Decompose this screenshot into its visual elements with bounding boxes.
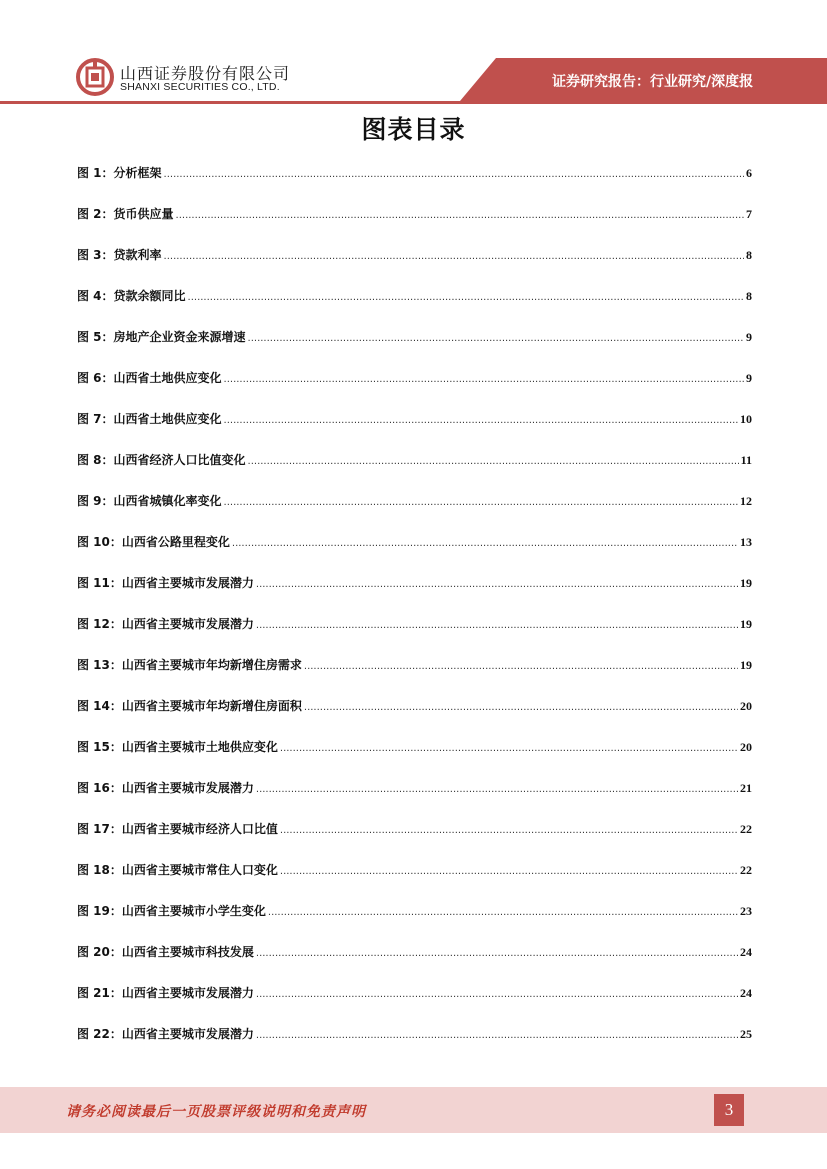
toc-entry-label[interactable]: 图 5：房地产企业资金来源增速 (77, 330, 246, 344)
toc-entry[interactable] (77, 286, 752, 327)
toc-dot-leader (224, 411, 738, 431)
disclaimer-text: 请务必阅读最后一页股票评级说明和免责声明 (66, 1104, 366, 1120)
toc-dot-leader (268, 903, 738, 923)
company-logo-icon (76, 58, 114, 96)
report-type: 证券研究报告：行业研究/深度报 (552, 74, 754, 90)
toc-entry-page[interactable]: 24 (740, 945, 752, 959)
toc-entry-page[interactable]: 19 (740, 617, 752, 631)
toc-dot-leader (248, 452, 739, 472)
toc-dot-leader (256, 575, 738, 595)
toc-dot-leader (280, 862, 738, 882)
toc-entry-label[interactable]: 图 6：山西省土地供应变化 (77, 371, 222, 385)
toc-entry-page[interactable]: 25 (740, 1027, 752, 1041)
toc-entry-label[interactable]: 图 21：山西省主要城市发展潜力 (77, 986, 254, 1000)
toc-entry[interactable] (77, 696, 752, 737)
toc-entry[interactable] (77, 983, 752, 1024)
page-number: 3 (714, 1094, 744, 1126)
toc-entry-page[interactable]: 13 (740, 535, 752, 549)
toc-entry-label[interactable]: 图 10：山西省公路里程变化 (77, 535, 230, 549)
toc-dot-leader (256, 1026, 738, 1046)
toc-entry-label[interactable]: 图 9：山西省城镇化率变化 (77, 494, 222, 508)
toc-entry-page[interactable]: 8 (746, 289, 752, 303)
page-header (0, 0, 827, 112)
toc-entry-label[interactable]: 图 2：货币供应量 (77, 207, 174, 221)
toc-entry-page[interactable]: 22 (740, 822, 752, 836)
toc-entry[interactable] (77, 737, 752, 778)
toc-entry[interactable] (77, 245, 752, 286)
toc-dot-leader (176, 206, 744, 226)
toc-entry-label[interactable]: 图 14：山西省主要城市年均新增住房面积 (77, 699, 302, 713)
header-divider (0, 101, 827, 104)
toc-entry-label[interactable]: 图 18：山西省主要城市常住人口变化 (77, 863, 278, 877)
toc-entry-label[interactable]: 图 4：贷款余额同比 (77, 289, 186, 303)
company-name-en: SHANXI SECURITIES CO., LTD. (120, 81, 280, 93)
toc-entry[interactable] (77, 901, 752, 942)
toc-entry-page[interactable]: 6 (746, 166, 752, 180)
toc-entry[interactable] (77, 327, 752, 368)
toc-entry-label[interactable]: 图 16：山西省主要城市发展潜力 (77, 781, 254, 795)
toc-entry-page[interactable]: 9 (746, 371, 752, 385)
company-name-cn: 山西证券股份有限公司 (120, 64, 291, 83)
toc-dot-leader (248, 329, 744, 349)
toc-entry-page[interactable]: 20 (740, 740, 752, 754)
toc-entry-label[interactable]: 图 17：山西省主要城市经济人口比值 (77, 822, 278, 836)
toc-entry-page[interactable]: 9 (746, 330, 752, 344)
toc-entry[interactable] (77, 778, 752, 819)
toc-entry-label[interactable]: 图 7：山西省土地供应变化 (77, 412, 222, 426)
toc-dot-leader (256, 616, 738, 636)
toc-entry[interactable] (77, 860, 752, 901)
toc-entry-page[interactable]: 23 (740, 904, 752, 918)
toc-dot-leader (280, 821, 738, 841)
toc-entry-page[interactable]: 10 (740, 412, 752, 426)
toc-entry-page[interactable]: 24 (740, 986, 752, 1000)
toc-entry-page[interactable]: 20 (740, 699, 752, 713)
toc-entry-label[interactable]: 图 15：山西省主要城市土地供应变化 (77, 740, 278, 754)
toc-entry-label[interactable]: 图 8：山西省经济人口比值变化 (77, 453, 246, 467)
toc-entry[interactable] (77, 819, 752, 860)
toc-entry[interactable] (77, 655, 752, 696)
toc-entry[interactable] (77, 450, 752, 491)
toc-entry-page[interactable]: 19 (740, 576, 752, 590)
toc-entry-page[interactable]: 7 (746, 207, 752, 221)
toc-dot-leader (280, 739, 738, 759)
toc-dot-leader (188, 288, 744, 308)
toc-entry-label[interactable]: 图 1：分析框架 (77, 166, 162, 180)
toc-entry-page[interactable]: 22 (740, 863, 752, 877)
toc-entry-page[interactable]: 11 (740, 453, 752, 467)
toc-entry-page[interactable]: 19 (740, 658, 752, 672)
toc-dot-leader (256, 985, 738, 1005)
toc-entry-label[interactable]: 图 13：山西省主要城市年均新增住房需求 (77, 658, 302, 672)
toc-entry-page[interactable]: 21 (740, 781, 752, 795)
toc-entry-label[interactable]: 图 11：山西省主要城市发展潜力 (77, 576, 254, 590)
toc-entry[interactable] (77, 368, 752, 409)
toc-entry-label[interactable]: 图 3：贷款利率 (77, 248, 162, 262)
toc-dot-leader (232, 534, 738, 554)
toc-entry[interactable] (77, 409, 752, 450)
toc-dot-leader (164, 247, 744, 267)
page-title: 图表目录 (361, 115, 466, 144)
toc-entry[interactable] (77, 614, 752, 655)
toc-entry-page[interactable]: 12 (740, 494, 752, 508)
toc-entry[interactable] (77, 491, 752, 532)
toc-dot-leader (304, 698, 738, 718)
toc-entry-page[interactable]: 8 (746, 248, 752, 262)
toc-dot-leader (256, 780, 738, 800)
toc-entry[interactable] (77, 942, 752, 983)
toc-entry[interactable] (77, 163, 752, 204)
toc-dot-leader (224, 493, 738, 513)
toc-entry[interactable] (77, 204, 752, 245)
toc-entry-label[interactable]: 图 20：山西省主要城市科技发展 (77, 945, 254, 959)
toc-dot-leader (224, 370, 744, 390)
toc-entry-label[interactable]: 图 19：山西省主要城市小学生变化 (77, 904, 266, 918)
toc-dot-leader (164, 165, 744, 185)
toc-dot-leader (256, 944, 738, 964)
toc-entry-label[interactable]: 图 22：山西省主要城市发展潜力 (77, 1027, 254, 1041)
toc-entry-label[interactable]: 图 12：山西省主要城市发展潜力 (77, 617, 254, 631)
toc-entry[interactable] (77, 1024, 752, 1065)
toc-dot-leader (304, 657, 738, 677)
page-footer (0, 1087, 827, 1133)
table-of-figures (77, 163, 752, 1065)
toc-entry[interactable] (77, 532, 752, 573)
toc-entry[interactable] (77, 573, 752, 614)
